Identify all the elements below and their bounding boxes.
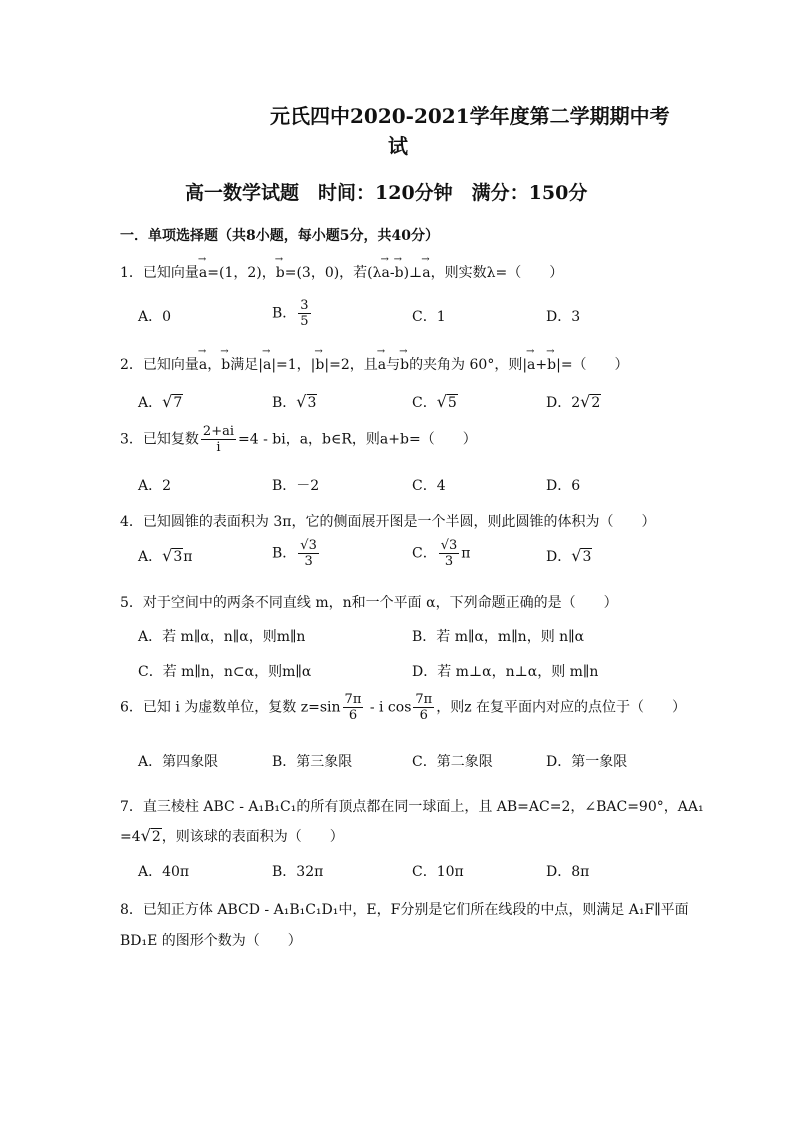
q1-option-d: D．3	[546, 309, 581, 325]
q4-option-d: D．√3	[546, 546, 592, 565]
q5-option-d: D．若 m⊥α，n⊥α，则 m∥n	[412, 664, 599, 680]
question-1: 1．已知向量→ a=(1，2)，→ b=(3，0)，若(λ→ a-→ b)⊥→ a，则实数λ=（ ）	[120, 262, 563, 282]
q6-option-c: C．第二象限	[412, 754, 493, 770]
question-3: 3．已知复数 $\frac{2+ai}{i}$ =4 - bi，a，b∈R，则a+b=（ ）	[120, 424, 477, 455]
vector-a: → a	[199, 265, 207, 281]
question-7-line1: 7．直三棱柱 ABC - A₁B₁C₁的所有顶点都在同一球面上，且 AB=AC=2，∠BAC=90°，AA₁	[120, 799, 704, 815]
q3-option-b: B．－2	[272, 478, 320, 494]
section-heading: 一．单项选择题（共8小题，每小题5分，共40分）	[120, 228, 439, 244]
question-7-line2: =4√2，则该球的表面积为（ ）	[120, 826, 344, 845]
question-8-line2: BD₁E 的图形个数为（ ）	[120, 933, 302, 949]
q1-option-c: C．1	[412, 309, 446, 325]
q3-option-d: D．6	[546, 478, 581, 494]
question-5: 5．对于空间中的两条不同直线 m，n和一个平面 α，下列命题正确的是（ ）	[120, 595, 618, 611]
exam-title-line2: 试	[388, 134, 408, 158]
q2-option-b: B．√3	[272, 392, 317, 411]
q7-option-b: B．32π	[272, 864, 324, 880]
q2-option-c: C．√5	[412, 392, 457, 411]
q7-option-a: A．40π	[138, 864, 190, 880]
q3-option-a: A．2	[138, 478, 172, 494]
question-4: 4．已知圆锥的表面积为 3π，它的侧面展开图是一个半圆，则此圆锥的体积为（ ）	[120, 514, 656, 530]
question-2: 2．已知向量→ a，→ b满足|→ a|=1，|→ b|=2，且→ a与→ b的夹角为 60°，则|→ a+→ b|=（ ）	[120, 354, 629, 374]
q2-option-a: A．√7	[138, 392, 183, 411]
question-8-line1: 8．已知正方体 ABCD - A₁B₁C₁D₁中，E，F分别是它们所在线段的中点，则满足 A₁F∥平面	[120, 902, 689, 918]
q6-option-a: A．第四象限	[138, 754, 219, 770]
q7-option-d: D．8π	[546, 864, 590, 880]
exam-subtitle: 高一数学试题 时间：120分钟 满分：150分	[185, 182, 588, 204]
q4-option-a: A．√3π	[138, 546, 193, 565]
question-6: 6．已知 i 为虚数单位，复数 z=sin $\frac{7\pi}{6}$ - i cos $\frac{7\pi}{6}$ ，则z 在复平面内对应的点位于（ ）	[120, 692, 687, 723]
q1-option-b: B． $\frac{3}{5}$	[272, 298, 309, 329]
q4-option-b: B． $\frac{√3}{3}$	[272, 538, 317, 569]
q6-option-d: D．第一象限	[546, 754, 628, 770]
q5-option-a: A．若 m∥α，n∥α，则m∥n	[138, 629, 306, 645]
exam-title-line1: 元氏四中2020-2021学年度第二学期期中考	[270, 104, 670, 128]
vector-b: → b	[276, 265, 285, 281]
q2-option-d: D．2√2	[546, 392, 601, 411]
q5-option-b: B．若 m∥α，m∥n，则 n∥α	[412, 629, 585, 645]
q4-option-c: C． $\frac{√3}{3}$ π	[412, 538, 471, 569]
q1-option-a: A．0	[138, 309, 172, 325]
q5-option-c: C．若 m∥n，n⊂α，则m∥α	[138, 664, 312, 680]
q6-option-b: B．第三象限	[272, 754, 353, 770]
q3-option-c: C．4	[412, 478, 446, 494]
q7-option-c: C．10π	[412, 864, 464, 880]
